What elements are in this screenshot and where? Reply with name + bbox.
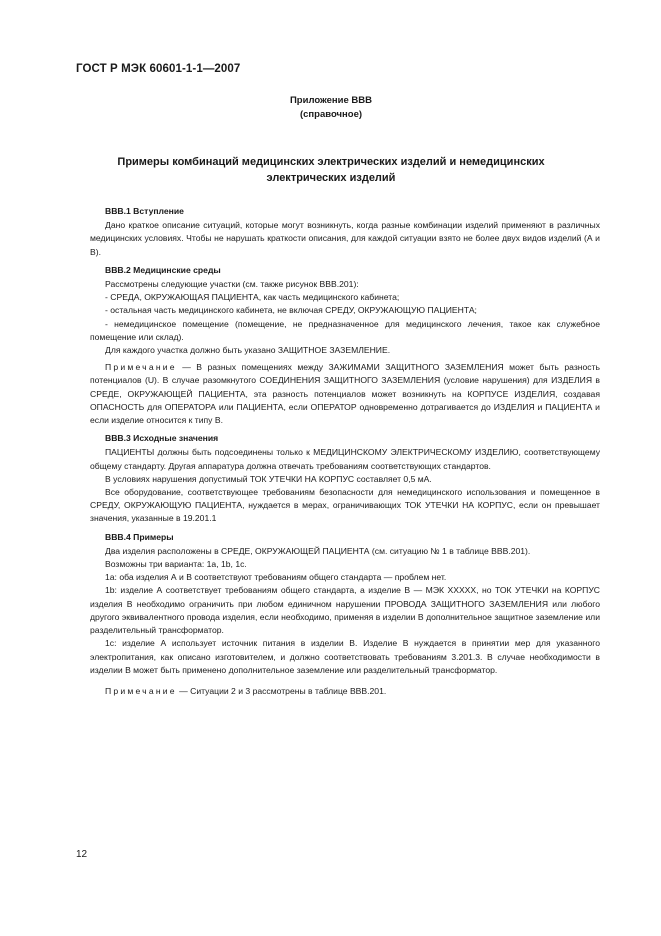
note: [90, 361, 600, 427]
document-code-header: ГОСТ Р МЭК 60601-1-1—2007: [76, 63, 241, 75]
paragraph: 1c: изделие А использует источник питания в изделии В. Изделие В нуждается в принятии мер для указанного электропитания, как описано изготовителем, и должно соответствовать требованиям 3.201.3. В случае необходимости в изделии В может быть применено дополнительное заземление или разделительный трансформатор.: [90, 638, 600, 675]
note-label: Примечание: [105, 685, 177, 696]
annex-title: [76, 154, 586, 186]
paragraph: Для каждого участка должно быть указано ЗАЩИТНОЕ ЗАЗЕМЛЕНИЕ.: [105, 345, 391, 356]
section-heading-bbb1: ВВВ.1 Вступление: [105, 206, 184, 216]
section-heading-bbb4: ВВВ.4 Примеры: [105, 531, 174, 542]
paragraph: ПАЦИЕНТЫ должны быть подсоединены только к МЕДИЦИНСКОМУ ЭЛЕКТРИЧЕСКОМУ ИЗДЕЛИЮ, соответствующему общему стандарту. Другая аппаратура должна отвечать требованиям соответствующих стандартов.: [90, 447, 600, 471]
document-body: [90, 205, 600, 698]
page-number: 12: [76, 849, 88, 860]
note-text: — В разных помещениях между ЗАЖИМАМИ ЗАЩИТНОГО ЗАЗЕМЛЕНИЯ может быть разность потенциалов (U). В случае разомкнутого СОЕДИНЕНИЯ ЗАЩИТНОГО ЗАЗЕМЛЕНИЯ (условие нарушения) для ИЗДЕЛИЯ в СРЕДЕ, ОКРУЖАЮЩЕЙ ПАЦИЕНТА, эта разность потенциалов может возникнуть на КОРПУСЕ ИЗДЕЛИЯ, создавая ОПАСНОСТЬ для ОПЕРАТОРА или ПАЦИЕНТА, если ОПЕРАТОР одновременно дотрагивается до ИЗДЕЛИЯ и ПАЦИЕНТА и если изделие относится к типу В.: [90, 362, 601, 426]
annex-heading: [76, 94, 586, 122]
title-line-2: электрических изделий: [266, 172, 396, 184]
paragraph: Рассмотрены следующие участки (см. также рисунок ВВВ.201):: [105, 279, 359, 290]
list-item: - остальная часть медицинского кабинета, не включая СРЕДУ, ОКРУЖАЮЩУЮ ПАЦИЕНТА;: [105, 305, 477, 316]
note-text: — Ситуации 2 и 3 рассмотрены в таблице ВВВ.201.: [179, 685, 387, 696]
annex-kind: (справочное): [299, 109, 363, 120]
list-item: - СРЕДА, ОКРУЖАЮЩАЯ ПАЦИЕНТА, как часть медицинского кабинета;: [105, 292, 400, 303]
paragraph: Возможны три варианта: 1a, 1b, 1c.: [105, 559, 247, 570]
paragraph: Дано краткое описание ситуаций, которые могут возникнуть, когда разные комбинации изделий применяют в различных медицинских условиях. Чтобы не нарушать краткости описания, для каждой ситуации взято не более двух видов изделий (А и В).: [90, 220, 600, 257]
paragraph: 1a: оба изделия А и В соответствуют требованиям общего стандарта — проблем нет.: [105, 572, 447, 583]
note-label: Примечание: [105, 362, 177, 373]
list-item: - немедицинское помещение (помещение, не предназначенное для медицинского лечения, такое как служебное помещение или склад).: [90, 318, 600, 342]
paragraph: Два изделия расположены в СРЕДЕ, ОКРУЖАЮЩЕЙ ПАЦИЕНТА (см. ситуацию № 1 в таблице ВВВ.201).: [105, 545, 531, 556]
annex-label: Приложение ВВВ: [289, 95, 373, 106]
note: [90, 685, 600, 698]
section-heading-bbb3: ВВВ.3 Исходные значения: [105, 433, 219, 444]
paragraph: 1b: изделие А соответствует требованиям общего стандарта, а изделие В — МЭК XXXXX, но ТОК УТЕЧКИ на КОРПУС изделия В необходимо ограничить при любом единичном нарушении ПРОВОДА ЗАЩИТНОГО ЗАЗЕМЛЕНИЯ или любого другого эквивалентного провода изделия, если необходимо, применяя в изделии В дополнительное защитное заземление или разделительный трансформатор.: [90, 585, 600, 636]
title-line-1: Примеры комбинаций медицинских электрических изделий и немедицинских: [117, 156, 545, 168]
section-heading-bbb2: ВВВ.2 Медицинские среды: [105, 264, 221, 275]
paragraph: В условиях нарушения допустимый ТОК УТЕЧКИ НА КОРПУС составляет 0,5 мА.: [105, 473, 432, 484]
paragraph: Все оборудование, соответствующее требованиям безопасности для немедицинского использования и помещенное в СРЕДУ, ОКРУЖАЮЩУЮ ПАЦИЕНТА, нуждается в мерах, ограничивающих ТОК УТЕЧКИ НА КОРПУС, если он превышает значения, указанные в 19.201.1: [90, 487, 600, 524]
